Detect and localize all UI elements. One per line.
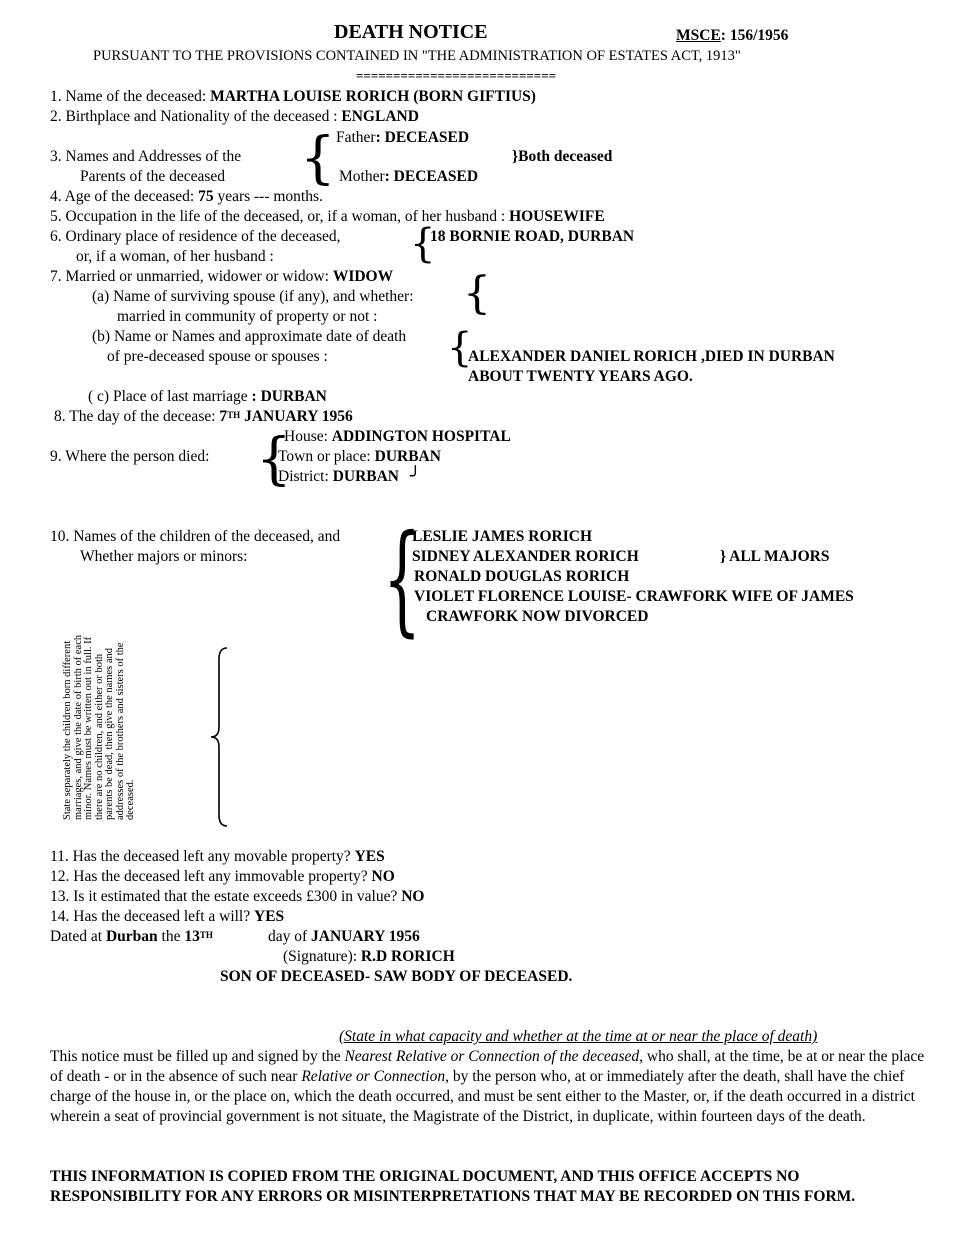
signer-capacity: SON OF DECEASED- SAW BODY OF DECEASED. xyxy=(220,968,573,985)
child-item: CRAWFORK NOW DIVORCED xyxy=(426,608,649,625)
birthplace-value: ENGLAND xyxy=(341,108,419,125)
item-11: 11. Has the deceased left any movable property? YES xyxy=(50,848,385,865)
brace-icon: { xyxy=(410,221,436,267)
item-3-label: 3. Names and Addresses of the xyxy=(50,148,242,165)
item-7a-label: (a) Name of surviving spouse (if any), and whether: xyxy=(92,288,414,305)
item-3-label-2: Parents of the deceased xyxy=(80,168,226,185)
signature-value: R.D RORICH xyxy=(360,948,455,965)
house-field: House: ADDINGTON HOSPITAL xyxy=(284,428,511,445)
parents-note: }Both deceased xyxy=(512,148,613,165)
item-5: 5. Occupation in the life of the deceased, or, if a woman, of her husband : HOUSEWIFE xyxy=(50,208,605,225)
child-item: RONALD DOUGLAS RORICH xyxy=(414,568,630,585)
residence-value: 18 BORNIE ROAD, DURBAN xyxy=(430,228,635,245)
instructions-paragraph: This notice must be filled up and signed by the Nearest Relative or Connection of the deceased, who shall, at the time, be at or near the place of death - or in the absence of such near Relative or Connection, by the person who, at or immediately after the death, shall have the chief charge of the house in, or the place on, which the death occurred, and must be sent either to the Master, or, if the death occurred in a district wherein a seat of provincial government is not situate, the Magistrate of the District, in duplicate, within fourteen days of the death. xyxy=(50,1048,925,1125)
age-value: 75 xyxy=(198,188,214,205)
brace-icon: { xyxy=(256,427,292,492)
brace-icon: { xyxy=(300,126,336,191)
item-8: 8. The day of the decease: 7TH JANUARY 1956 xyxy=(54,408,353,425)
father-field: Father: DECEASED xyxy=(336,129,470,146)
district-field: District: DURBAN xyxy=(278,468,399,485)
marriage-place-value: : DURBAN xyxy=(247,388,327,405)
child-item: VIOLET FLORENCE LOUISE- CRAWFORK WIFE OF JAMES xyxy=(414,588,854,605)
spouse-value-2: ABOUT TWENTY YEARS AGO. xyxy=(468,368,693,385)
occupation-value: HOUSEWIFE xyxy=(509,208,605,225)
brace-icon: { xyxy=(447,325,473,371)
disclaimer: THIS INFORMATION IS COPIED FROM THE ORIGINAL DOCUMENT, AND THIS OFFICE ACCEPTS NO RESPONSIBILITY FOR ANY ERRORS OR MISINTERPRETATIONS THAT MAY BE RECORDED ON THIS FORM. xyxy=(50,1168,856,1205)
document-subtitle: PURSUANT TO THE PROVISIONS CONTAINED IN "THE ADMINISTRATION OF ESTATES ACT, 1913" xyxy=(93,48,741,64)
brace-icon: ╯ xyxy=(410,466,421,487)
document-title: DEATH NOTICE xyxy=(334,21,488,43)
item-4: 4. Age of the deceased: 75 years --- months. xyxy=(50,188,323,205)
child-item: SIDNEY ALEXANDER RORICH xyxy=(412,548,639,565)
msce-reference xyxy=(676,26,788,46)
dated-line: Dated at Durban the 13TH xyxy=(50,928,213,945)
item-14: 14. Has the deceased left a will? YES xyxy=(50,908,285,925)
item-7a-label-2: married in community of property or not : xyxy=(117,308,378,325)
side-note: State separately the children born different marriages, and give the date of birth of each minor. Names must be written out in full. If there are no children, and either or both parents be dead, then give the names and addresses of the brothers and sisters of the deceased. xyxy=(62,634,136,820)
item-10-label: 10. Names of the children of the deceased, and xyxy=(50,528,341,545)
item-7: 7. Married or unmarried, widower or widow: WIDOW xyxy=(50,268,394,285)
item-1: 1. Name of the deceased: MARTHA LOUISE RORICH (BORN GIFTIUS) xyxy=(50,88,536,105)
msce-value: : 156/1956 xyxy=(720,27,789,44)
item-7b-label-2: of pre-deceased spouse or spouses : xyxy=(107,348,328,365)
header-rule: =========================== xyxy=(356,68,557,83)
brace-icon: { xyxy=(463,268,491,319)
item-10-label-2: Whether majors or minors: xyxy=(80,548,248,565)
item-6-label-2: or, if a woman, of her husband : xyxy=(76,248,274,265)
brace-icon xyxy=(205,645,235,830)
signature-line: (Signature): R.D RORICH xyxy=(283,948,455,965)
item-7b-label: (b) Name or Names and approximate date of death xyxy=(92,328,407,345)
child-item: LESLIE JAMES RORICH xyxy=(412,528,593,545)
dated-month: day of JANUARY 1956 xyxy=(268,928,420,945)
msce-label: MSCE xyxy=(676,27,721,44)
brace-icon: { xyxy=(383,510,422,649)
children-note: } ALL MAJORS xyxy=(720,548,830,565)
marital-status-value: WIDOW xyxy=(332,268,394,285)
item-6-label: 6. Ordinary place of residence of the deceased, xyxy=(50,228,341,245)
item-13: 13. Is it estimated that the estate exceeds £300 in value? NO xyxy=(50,888,425,905)
item-12: 12. Has the deceased left any immovable property? NO xyxy=(50,868,395,885)
item-9-label: 9. Where the person died: xyxy=(50,448,210,465)
state-note: (State in what capacity and whether at the time at or near the place of death) xyxy=(339,1028,818,1045)
mother-field: Mother: DECEASED xyxy=(339,168,479,185)
spouse-value: ALEXANDER DANIEL RORICH ,DIED IN DURBAN xyxy=(468,348,835,365)
item-2: 2. Birthplace and Nationality of the deceased : ENGLAND xyxy=(50,108,419,125)
item-7c: ( c) Place of last marriage : DURBAN xyxy=(88,388,327,405)
deceased-name: MARTHA LOUISE RORICH (BORN GIFTIUS) xyxy=(210,88,536,105)
town-field: Town or place: DURBAN xyxy=(278,448,441,465)
death-date-value: 7TH JANUARY 1956 xyxy=(219,408,353,425)
